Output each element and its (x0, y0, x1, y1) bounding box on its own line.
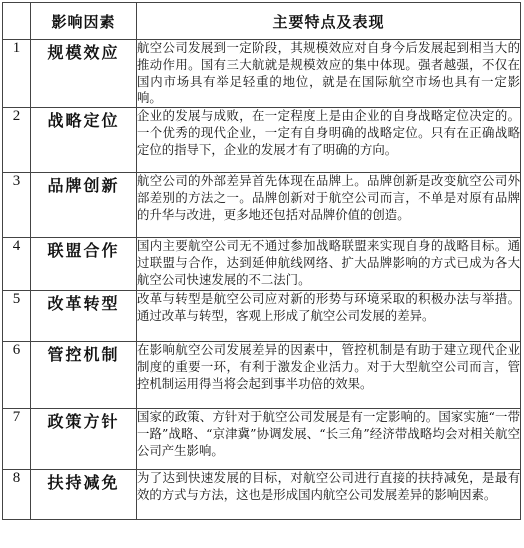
table-row (3, 291, 521, 342)
row-number: 1 (3, 40, 31, 108)
table-row (3, 238, 521, 291)
row-number: 2 (3, 108, 31, 173)
factor-name: 政策方针 (31, 409, 137, 470)
factor-description: 为了达到快速发展的目标，对航空公司进行直接的扶持减免，是最有效的方式与方法，这也是形成国内航空公司发展差异的影响因素。 (137, 470, 521, 520)
header-description: 主要特点及表现 (137, 3, 521, 40)
factor-description: 航空公司的外部差异首先体现在品牌上。品牌创新是改变航空公司外部差别的方法之一。品牌创新对于航空公司而言，不单是对原有品牌的升华与改进，更多地还包括对品牌价值的创造。 (137, 173, 521, 238)
factor-description: 航空公司发展到一定阶段，其规模效应对自身今后发展起到相当大的推动作用。国有三大航就是规模效应的集中体现。强者越强，不仅在国内市场具有举足轻重的地位，就是在国际航空市场也具有一定影响。 (137, 40, 521, 108)
table-row (3, 173, 521, 238)
document-sheet (2, 2, 520, 544)
factor-name: 管控机制 (31, 342, 137, 409)
header-number-cell (3, 3, 31, 40)
influence-factors-table (2, 2, 521, 520)
factor-description: 国内主要航空公司无不通过参加战略联盟来实现自身的战略目标。通过联盟与合作，达到延伸航线网络、扩大品牌影响的方式已成为各大航空公司快速发展的不二法门。 (137, 238, 521, 291)
factor-name: 规模效应 (31, 40, 137, 108)
factor-description: 国家的政策、方针对于航空公司发展是有一定影响的。国家实施“一带一路”战略、“京津冀”协调发展、“长三角”经济带战略均会对相关航空公司产生影响。 (137, 409, 521, 470)
table-row (3, 40, 521, 108)
factor-name: 扶持减免 (31, 470, 137, 520)
row-number: 4 (3, 238, 31, 291)
row-number: 5 (3, 291, 31, 342)
table-row (3, 342, 521, 409)
factor-name: 改革转型 (31, 291, 137, 342)
factor-description: 改革与转型是航空公司应对新的形势与环境采取的积极办法与举措。通过改革与转型，客观上形成了航空公司发展的差异。 (137, 291, 521, 342)
header-factor: 影响因素 (31, 3, 137, 40)
row-number: 8 (3, 470, 31, 520)
table-row (3, 108, 521, 173)
table-row (3, 409, 521, 470)
row-number: 7 (3, 409, 31, 470)
factor-description: 在影响航空公司发展差异的因素中，管控机制是有助于建立现代企业制度的重要一环，有利于激发企业活力。对于大型航空公司而言，管控机制运用得当将会起到事半功倍的效果。 (137, 342, 521, 409)
factor-name: 联盟合作 (31, 238, 137, 291)
row-number: 6 (3, 342, 31, 409)
row-number: 3 (3, 173, 31, 238)
table-row (3, 470, 521, 520)
factor-description: 企业的发展与成败，在一定程度上是由企业的自身战略定位决定的。一个优秀的现代企业，一定有自身明确的战略定位。只有在正确战略定位的指导下，企业的发展才有了明确的方向。 (137, 108, 521, 173)
factor-name: 品牌创新 (31, 173, 137, 238)
table-header-row (3, 3, 521, 40)
factor-name: 战略定位 (31, 108, 137, 173)
